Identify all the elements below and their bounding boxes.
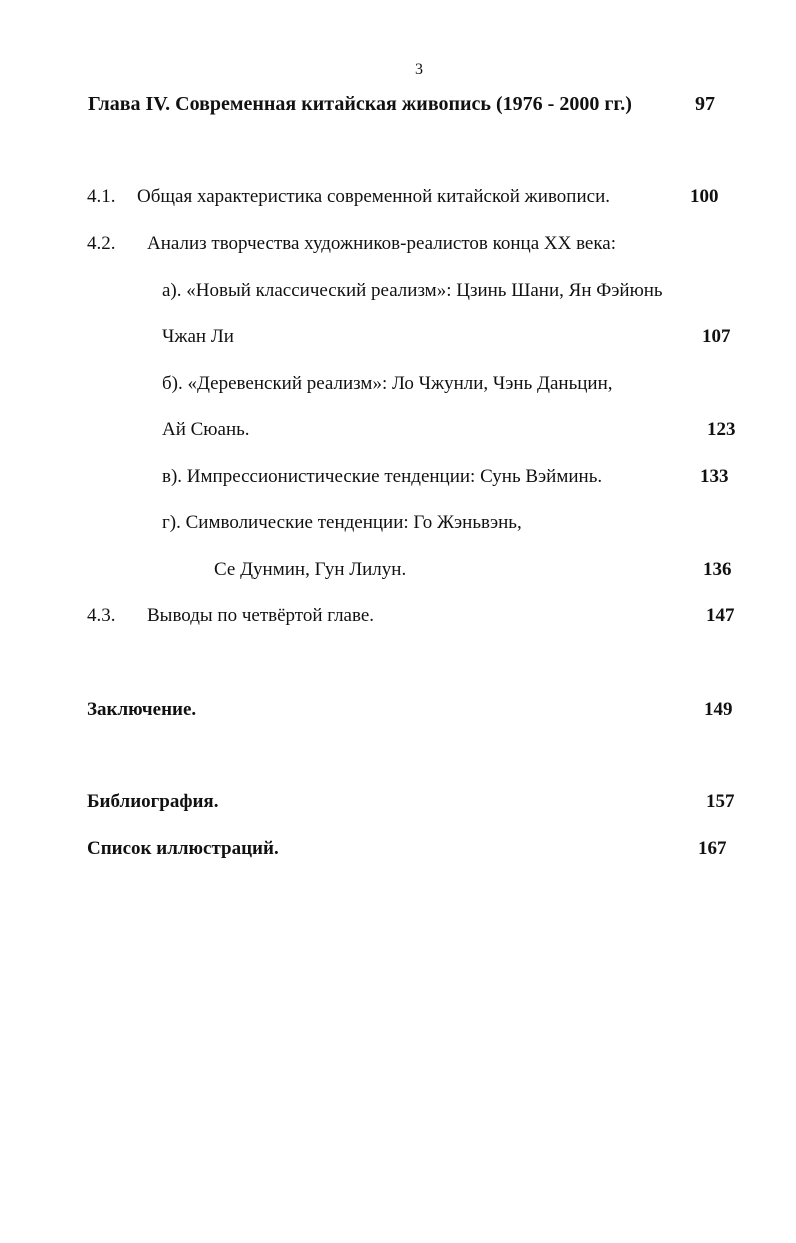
- section-4-1-number: 4.1.: [87, 186, 116, 207]
- section-4-3-text: Выводы по четвёртой главе.: [147, 605, 375, 626]
- subsection-c-line1: в). Импрессионистические тенденции: Сунь Вэйминь.: [162, 466, 603, 487]
- bibliography-page: 157: [706, 791, 735, 812]
- subsection-a-line2: Чжан Ли: [162, 326, 234, 347]
- section-4-3-number: 4.3.: [87, 605, 116, 626]
- subsection-a-line1: а). «Новый классический реализм»: Цзинь Шани, Ян Фэйюнь: [162, 280, 663, 301]
- illustrations-title: Список иллюстраций.: [87, 838, 279, 859]
- page-number: 3: [415, 61, 423, 78]
- subsection-a-page: 107: [702, 326, 731, 347]
- subsection-d-line1: г). Символические тенденции: Го Жэньвэнь,: [162, 512, 522, 533]
- section-4-1-page: 100: [690, 186, 719, 207]
- section-4-2-text: Анализ творчества художников-реалистов конца XX века:: [147, 233, 617, 254]
- subsection-b-line2: Ай Сюань.: [162, 419, 250, 440]
- subsection-d-line2: Се Дунмин, Гун Лилун.: [214, 559, 407, 580]
- bibliography-title: Библиография.: [87, 791, 219, 812]
- subsection-b-page: 123: [707, 419, 736, 440]
- section-4-1-text: Общая характеристика современной китайской живописи.: [137, 186, 610, 207]
- subsection-b-line1: б). «Деревенский реализм»: Ло Чжунли, Чэнь Даньцин,: [162, 373, 613, 394]
- section-4-2-number: 4.2.: [87, 233, 116, 254]
- subsection-c-page: 133: [700, 466, 729, 487]
- section-4-3-page: 147: [706, 605, 735, 626]
- conclusion-page: 149: [704, 699, 733, 720]
- subsection-d-page: 136: [703, 559, 732, 580]
- conclusion-title: Заключение.: [87, 699, 197, 720]
- illustrations-page: 167: [698, 838, 727, 859]
- chapter-title: Глава IV. Современная китайская живопись (1976 - 2000 гг.): [88, 93, 632, 115]
- chapter-page: 97: [695, 93, 715, 115]
